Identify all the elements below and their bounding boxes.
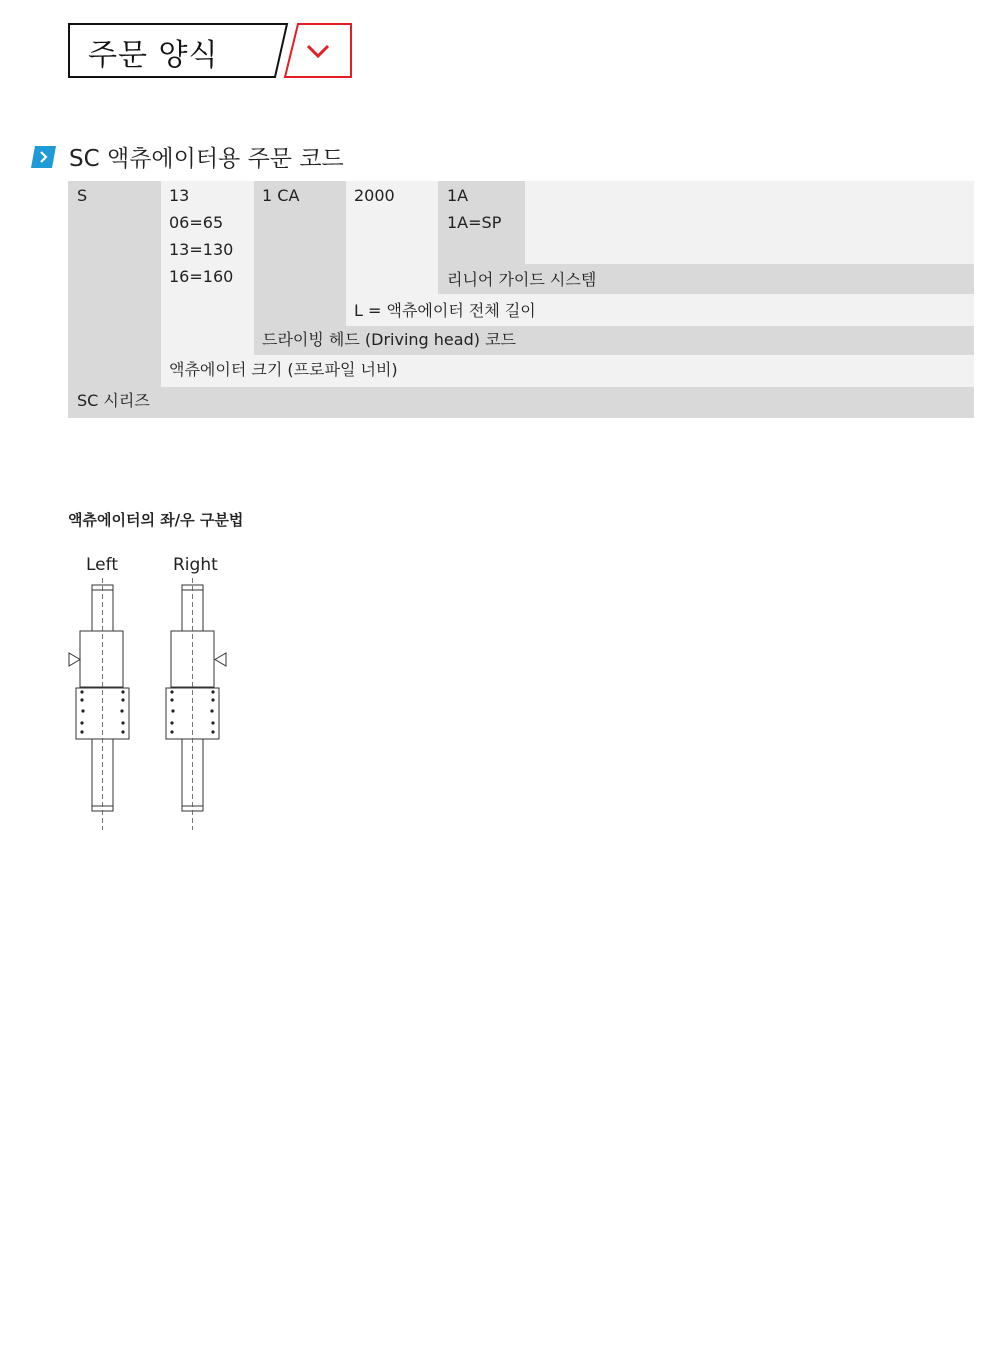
right-side-marker-icon (215, 653, 226, 666)
left-actuator (69, 585, 129, 811)
right-label: Right (173, 555, 218, 575)
code-size: 13 (169, 186, 190, 205)
chevron-down-icon (288, 24, 348, 78)
desc-linear-guide: 리니어 가이드 시스템 (447, 270, 597, 289)
row-series-bg (68, 387, 974, 418)
desc-driving-head: 드라이빙 헤드 (Driving head) 코드 (262, 330, 516, 349)
code-guide-option: 1A=SP (447, 213, 502, 232)
col-empty-bg (525, 181, 974, 264)
left-right-title: 액츄에이터의 좌/우 구분법 (68, 511, 244, 529)
desc-series: SC 시리즈 (77, 391, 150, 410)
code-guide: 1A (447, 186, 469, 205)
desc-total-length: L = 액츄에이터 전체 길이 (354, 301, 536, 320)
order-code-table (68, 181, 974, 418)
dropdown-button[interactable] (288, 24, 348, 78)
section-title: SC 액츄에이터용 주문 코드 (69, 146, 344, 172)
col-series-bg (68, 181, 161, 418)
left-right-diagram (60, 578, 240, 834)
code-driving-head: 1 CA (262, 186, 300, 205)
page-title: 주문 양식 (88, 38, 219, 73)
code-size-option: 13=130 (169, 240, 234, 259)
code-size-option: 06=65 (169, 213, 224, 232)
code-size-option: 16=160 (169, 267, 234, 286)
left-side-marker-icon (69, 653, 80, 666)
chevron-right-icon (31, 146, 56, 168)
left-label: Left (86, 555, 118, 575)
code-length: 2000 (354, 186, 395, 205)
desc-actuator-size: 액츄에이터 크기 (프로파일 너비) (169, 360, 398, 379)
code-series: S (77, 186, 88, 205)
order-form-header (68, 22, 358, 80)
right-actuator (166, 585, 226, 811)
